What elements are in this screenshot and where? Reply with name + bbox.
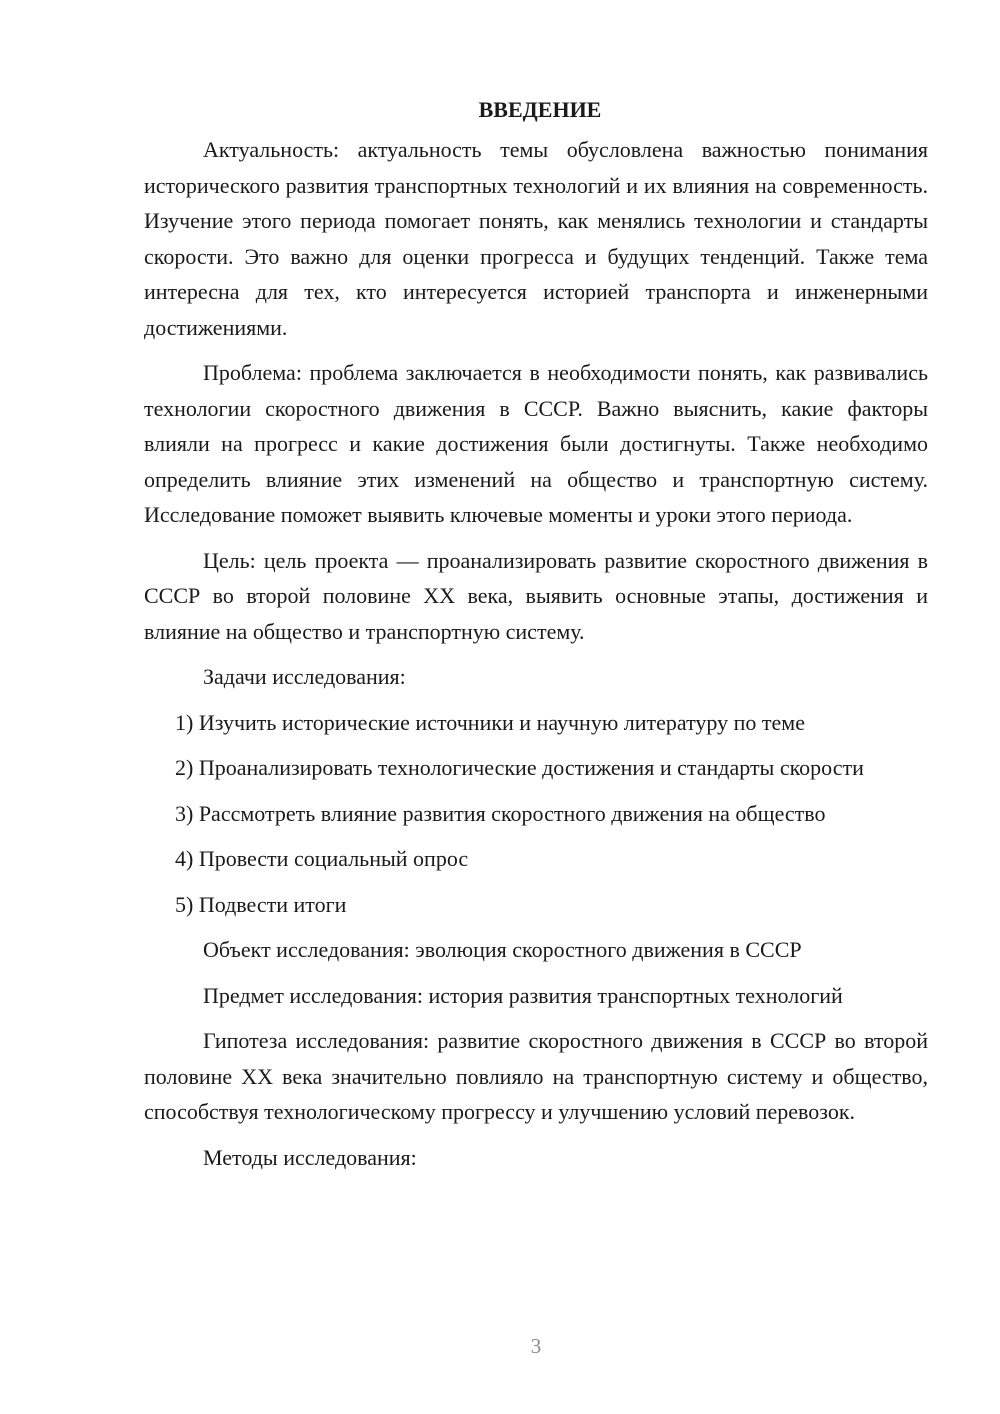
paragraph-object: Объект исследования: эволюция скоростного движения в СССР	[203, 937, 802, 962]
document-page	[144, 92, 928, 1175]
paragraph-subject: Предмет исследования: история развития транспортных технологий	[203, 982, 843, 1008]
methods-heading: Методы исследования:	[203, 1144, 417, 1170]
paragraph-relevance: Актуальность: актуальность темы обусловлена важностью понимания исторического развития транспортных технологий и их влияния на современность. Изучение этого периода помогает понять, как менялись технологии и стандарты скорости. Это важно для оценки прогресса и будущих тенденций. Также тема интересна для тех, кто интересуется историей транспорта и инженерными достижениями.	[144, 137, 928, 340]
page-number: 3	[530, 1334, 542, 1358]
paragraph-goal: Цель: цель проекта — проанализировать развитие скоростного движения в СССР во второй половине XX века, выявить основные этапы, достижения и влияние на общество и транспортную систему.	[144, 547, 928, 644]
task-item-4: 4) Провести социальный опрос	[175, 846, 469, 871]
paragraph-problem: Проблема: проблема заключается в необходимости понять, как развивались технологии скоростного движения в СССР. Важно выяснить, какие факторы влияли на прогресс и какие достижения были достигнуты. Также необходимо определить влияние этих изменений на общество и транспортную систему. Исследование поможет выявить ключевые моменты и уроки этого периода.	[144, 360, 928, 527]
task-item-1: 1) Изучить исторические источники и научную литературу по теме	[175, 709, 805, 735]
tasks-heading: Задачи исследования:	[203, 664, 406, 689]
task-item-3: 3) Рассмотреть влияние развития скоростного движения на общество	[175, 800, 826, 826]
task-item-5: 5) Подвести итоги	[175, 891, 347, 917]
task-item-2: 2) Проанализировать технологические достижения и стандарты скорости	[175, 755, 864, 780]
paragraph-hypothesis: Гипотеза исследования: развитие скоростного движения в СССР во второй половине XX века значительно повлияло на транспортную систему и общество, способствуя технологическому прогрессу и улучшению условий перевозок.	[144, 1028, 928, 1124]
section-title: ВВЕДЕНИЕ	[478, 97, 602, 122]
